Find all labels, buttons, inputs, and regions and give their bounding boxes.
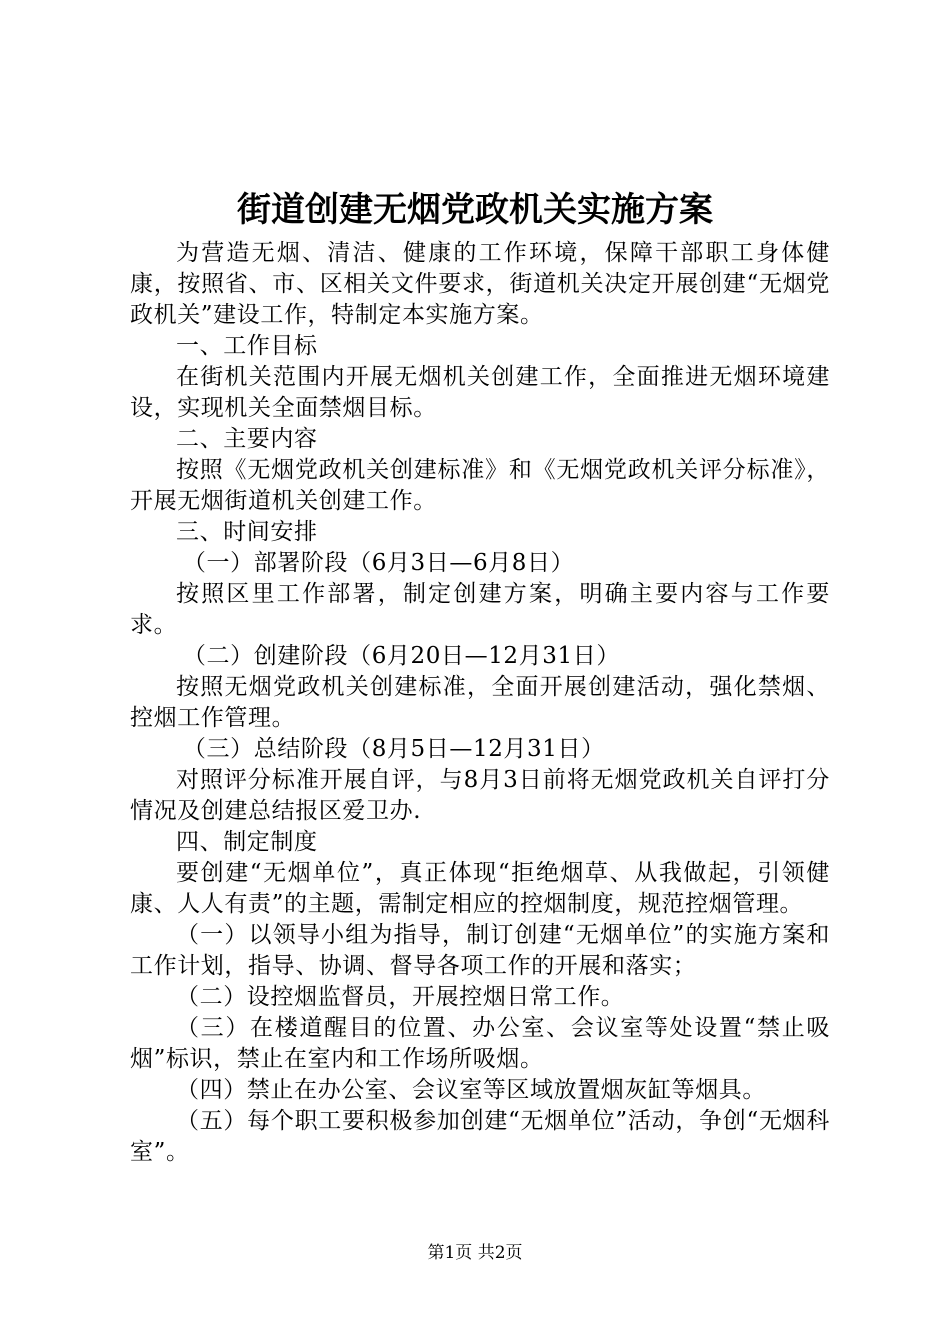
document-body [130, 238, 830, 1168]
page-footer: 第1页 共2页 [427, 1243, 523, 1263]
paragraph: 要创建“无烟单位”，真正体现“拒绝烟草、从我做起，引领健康、人人有责”的主题，需制定相应的控烟制度，规范控烟管理。 [130, 860, 830, 917]
paragraph: （四）禁止在办公室、会议室等区域放置烟灰缸等烟具。 [176, 1077, 766, 1103]
paragraph: 为营造无烟、清洁、健康的工作环境，保障干部职工身体健康，按照省、市、区相关文件要求，街道机关决定开展创建“无烟党政机关”建设工作，特制定本实施方案。 [130, 240, 830, 328]
subsection-heading: （一）部署阶段（6月3日—6月8日） [182, 550, 575, 576]
section-heading: 三、时间安排 [176, 519, 318, 545]
paragraph: 在街机关范围内开展无烟机关创建工作，全面推进无烟环境建设，实现机关全面禁烟目标。 [130, 364, 830, 421]
paragraph: 按照无烟党政机关创建标准，全面开展创建活动，强化禁烟、控烟工作管理。 [130, 674, 830, 731]
document-title: 街道创建无烟党政机关实施方案 [237, 190, 713, 230]
paragraph: 按照区里工作部署，制定创建方案，明确主要内容与工作要求。 [130, 581, 830, 638]
section-heading: 一、工作目标 [176, 333, 318, 359]
paragraph: （五）每个职工要积极参加创建“无烟单位”活动，争创“无烟科室”。 [130, 1108, 830, 1165]
paragraph: （三）在楼道醒目的位置、办公室、会议室等处设置“禁止吸烟”标识，禁止在室内和工作场所吸烟。 [130, 1015, 830, 1072]
subsection-heading: （二）创建阶段（6月20日—12月31日） [182, 643, 620, 669]
subsection-heading: （三）总结阶段（8月5日—12月31日） [182, 736, 605, 762]
paragraph: （二）设控烟监督员，开展控烟日常工作。 [176, 984, 625, 1010]
paragraph: （一）以领导小组为指导，制订创建“无烟单位”的实施方案和工作计划，指导、协调、督导各项工作的开展和落实； [130, 922, 830, 979]
section-heading: 二、主要内容 [176, 426, 318, 452]
section-heading: 四、制定制度 [176, 829, 318, 855]
paragraph: 对照评分标准开展自评，与8月3日前将无烟党政机关自评打分情况及创建总结报区爱卫办. [130, 767, 830, 824]
paragraph: 按照《无烟党政机关创建标准》和《无烟党政机关评分标准》，开展无烟街道机关创建工作。 [130, 457, 830, 514]
